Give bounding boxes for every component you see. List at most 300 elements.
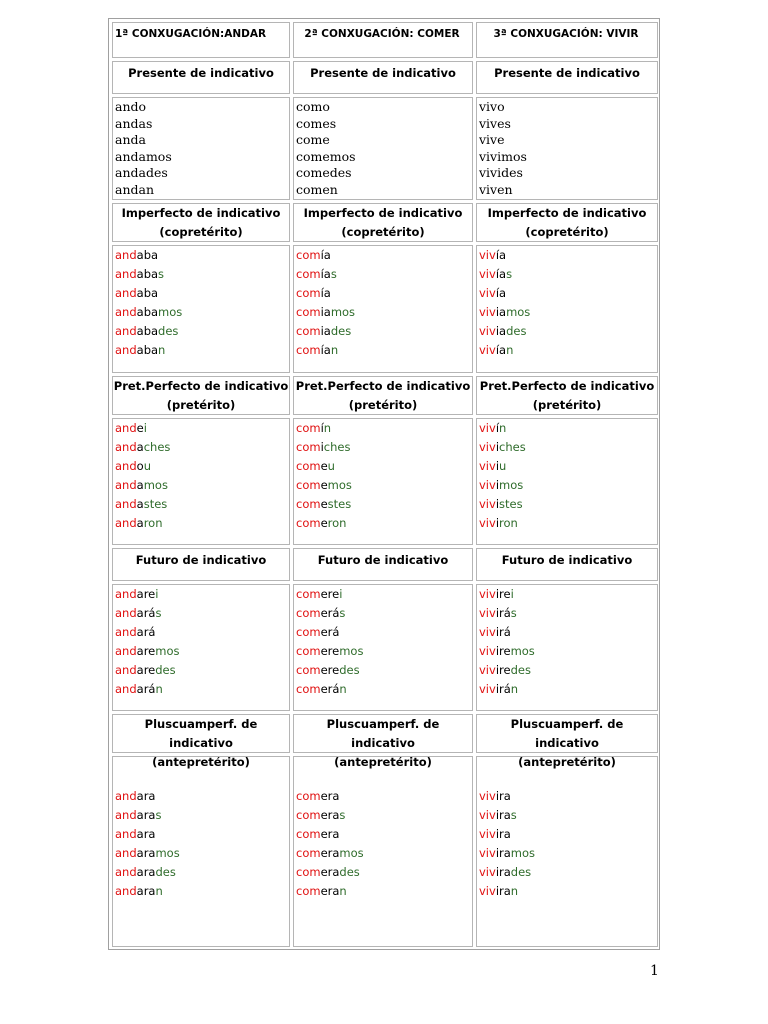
verb-middle: i [495, 477, 500, 492]
verb-stem: and [115, 789, 137, 803]
page-number: 1 [650, 963, 659, 979]
verb-ending: n [510, 883, 519, 898]
verb-stem: and [115, 624, 137, 639]
verb-ending: n [155, 681, 163, 696]
verb-form [115, 642, 289, 661]
verb-middle: aba [136, 285, 159, 300]
verb-form: comes [296, 115, 337, 131]
verb-form [479, 863, 657, 882]
tense-header-line: Futuro de indicativo [501, 553, 633, 567]
verb-stem: com [296, 681, 321, 696]
verb-ending: s [155, 605, 162, 620]
tense-header-line: (antepretérito) [152, 755, 250, 769]
verb-stem: and [115, 285, 137, 300]
verb-ending: i [510, 587, 514, 601]
verb-form [479, 303, 657, 322]
tense-header [112, 203, 290, 242]
verb-ending: mos [143, 477, 168, 492]
verb-form: vivimos [479, 148, 527, 164]
tense-header-row [109, 376, 659, 415]
tense-header-line: Futuro de indicativo [135, 553, 267, 567]
verb-form [115, 284, 289, 303]
verb-ending: mos [327, 477, 352, 492]
verb-middle: í [495, 421, 500, 435]
verb-middle: a [136, 515, 144, 530]
verb-stem: viv [479, 605, 496, 620]
verb-form [115, 661, 289, 680]
verb-form [479, 265, 657, 284]
verb-form: andamos [115, 148, 172, 164]
verb-form: vivides [479, 165, 523, 181]
forms-cell [476, 584, 658, 711]
verb-ending: mos [155, 845, 180, 860]
verb-form [115, 825, 289, 844]
verb-stem: viv [479, 323, 496, 338]
verb-middle: are [136, 662, 156, 677]
verb-form [115, 806, 289, 825]
verb-middle: era [320, 789, 340, 803]
verb-form [479, 495, 657, 514]
verb-ending: n [499, 421, 507, 435]
verb-form: vives [479, 115, 511, 131]
verb-ending: des [339, 864, 360, 879]
verb-ending: mos [506, 304, 531, 319]
verb-middle: irá [495, 624, 511, 639]
verb-form [296, 457, 472, 476]
verb-middle: are [136, 587, 156, 601]
verb-stem: com [296, 807, 321, 822]
verb-ending: ches [323, 439, 351, 454]
verb-ending: s [339, 605, 346, 620]
verb-form [479, 457, 657, 476]
verb-form [479, 623, 657, 642]
verb-middle: ira [495, 845, 511, 860]
verb-ending: ches [499, 439, 526, 454]
verb-ending: n [155, 883, 163, 898]
conjugation-title-text: 1ª CONXUGACIÓN:ANDAR [115, 28, 267, 40]
verb-form [479, 680, 657, 699]
verb-ending: des [339, 662, 360, 677]
verb-form [296, 514, 472, 533]
verb-form [479, 476, 657, 495]
verb-ending: n [339, 883, 347, 898]
verb-stem: viv [479, 624, 496, 639]
verb-ending: i [339, 587, 343, 601]
verb-stem: and [115, 421, 137, 435]
verb-form: vive [479, 132, 505, 148]
verb-form [296, 495, 472, 514]
verb-form [296, 585, 472, 604]
verb-ending: s [330, 266, 337, 281]
tense-header-line: Pret.Perfecto de indicativo [295, 379, 471, 393]
verb-middle: ia [320, 323, 331, 338]
tense-header [293, 548, 473, 581]
conjugation-title-2 [293, 22, 473, 58]
verb-stem: and [115, 458, 137, 473]
verb-ending: des [155, 864, 176, 879]
verb-middle: are [136, 643, 156, 658]
verb-form [115, 863, 289, 882]
verb-middle: ara [136, 864, 156, 879]
verb-form [296, 341, 472, 360]
tense-header [293, 61, 473, 94]
tense-header-row [109, 203, 659, 242]
verb-middle: ia [495, 304, 507, 319]
verb-form [115, 476, 289, 495]
forms-cell [476, 97, 658, 200]
verb-form [115, 341, 289, 360]
verb-form: come [296, 132, 330, 148]
verb-stem: and [115, 496, 137, 511]
verb-middle: a [136, 439, 144, 454]
verb-stem: com [296, 342, 321, 357]
tense-header [476, 376, 658, 415]
verb-stem: com [296, 477, 321, 492]
verb-form [115, 882, 289, 901]
verb-stem: com [296, 845, 321, 860]
verb-stem: viv [479, 285, 496, 300]
verb-middle: ara [136, 845, 156, 860]
verb-stem: com [296, 789, 321, 803]
verb-middle: ara [136, 826, 156, 841]
verb-form [115, 419, 289, 438]
verb-form [296, 303, 472, 322]
verb-ending: mos [155, 643, 180, 658]
verb-ending: n [330, 342, 339, 357]
verb-stem: com [296, 248, 321, 262]
verb-stem: viv [479, 515, 496, 530]
forms-cell [293, 245, 473, 373]
verb-stem: com [296, 439, 321, 454]
verb-ending: mos [158, 304, 183, 319]
tense-header-line: (pretérito) [166, 398, 236, 412]
verb-stem: com [296, 643, 321, 658]
verb-ending: stes [499, 496, 523, 511]
verb-middle: ía [320, 342, 331, 357]
verb-middle: i [495, 439, 500, 454]
verb-stem: and [115, 439, 137, 454]
forms-row [109, 245, 659, 373]
verb-ending: s [510, 807, 517, 822]
verb-stem: com [296, 883, 321, 898]
verb-ending: des [158, 323, 179, 338]
verb-middle: e [320, 515, 328, 530]
verb-stem: viv [479, 496, 496, 511]
verb-middle: ara [136, 807, 156, 822]
verb-middle: í [320, 421, 324, 435]
verb-form [115, 322, 289, 341]
verb-ending: des [506, 323, 527, 338]
verb-ending: s [339, 807, 346, 822]
verb-middle: era [320, 883, 340, 898]
verb-stem: viv [479, 342, 496, 357]
verb-stem: and [115, 304, 137, 319]
verb-form [296, 419, 472, 438]
verb-ending: s [506, 266, 513, 281]
tense-header-line: (pretérito) [348, 398, 418, 412]
forms-cell [112, 418, 290, 545]
tense-header-line: Presente de indicativo [128, 66, 274, 80]
verb-middle: erá [320, 605, 340, 620]
verb-stem: com [296, 285, 321, 300]
verb-ending: des [330, 323, 352, 338]
verb-middle: e [320, 458, 328, 473]
verb-ending: n [323, 421, 332, 435]
verb-form [115, 246, 289, 265]
verb-stem: and [115, 587, 137, 601]
conjugation-title-text: 3ª CONXUGACIÓN: VIVIR [493, 28, 639, 40]
forms-row [109, 756, 659, 947]
verb-form [296, 476, 472, 495]
conjugation-title-3 [476, 22, 658, 58]
verb-stem: com [296, 458, 321, 473]
tense-header [293, 203, 473, 242]
verb-form [479, 825, 657, 844]
forms-cell [112, 97, 290, 200]
verb-stem: viv [479, 458, 496, 473]
verb-form [479, 341, 657, 360]
verb-middle: ira [495, 807, 511, 822]
tense-header-line: Pluscuamperf. de indicativo [326, 717, 440, 750]
verb-middle: ira [495, 826, 511, 841]
verb-form [479, 322, 657, 341]
verb-form [479, 661, 657, 680]
verb-form [115, 844, 289, 863]
forms-cell [476, 756, 658, 947]
tense-header [112, 61, 290, 94]
verb-form [479, 284, 657, 303]
verb-stem: and [115, 477, 137, 492]
tense-header-line: Presente de indicativo [310, 66, 456, 80]
verb-middle: ire [495, 587, 511, 601]
forms-cell [476, 418, 658, 545]
verb-stem: viv [479, 845, 496, 860]
verb-ending: des [510, 662, 531, 677]
verb-stem: and [115, 681, 137, 696]
verb-middle: ira [495, 789, 511, 803]
tense-header [293, 376, 473, 415]
verb-ending: u [499, 458, 507, 473]
verb-stem: com [296, 304, 321, 319]
verb-middle: aba [136, 248, 159, 262]
verb-ending: n [158, 342, 166, 357]
verb-ending: ches [143, 439, 171, 454]
verb-stem: and [115, 826, 137, 841]
verb-stem: viv [479, 826, 496, 841]
verb-stem: com [296, 864, 321, 879]
tense-header-row [109, 61, 659, 94]
verb-middle: ere [320, 643, 340, 658]
verb-middle: ara [136, 883, 156, 898]
verb-middle: ira [495, 864, 511, 879]
verb-middle: ire [495, 643, 511, 658]
tense-header-line: Pluscuamperf. de indicativo [510, 717, 624, 750]
verb-form: como [296, 99, 330, 114]
verb-middle: ía [495, 266, 507, 281]
tense-header-line: Presente de indicativo [494, 66, 640, 80]
verb-middle: era [320, 807, 340, 822]
verb-form [479, 787, 657, 806]
conjugation-title-text: 2ª CONXUGACIÓN: COMER [304, 28, 460, 40]
verb-form [115, 787, 289, 806]
verb-middle: aba [136, 304, 159, 319]
verb-ending: mos [339, 845, 364, 860]
verb-stem: and [115, 266, 137, 281]
verb-middle: ará [136, 605, 156, 620]
forms-cell [476, 245, 658, 373]
tense-header-line: (copretérito) [341, 225, 425, 239]
verb-ending: u [327, 458, 335, 473]
verb-stem: viv [479, 421, 496, 435]
verb-form: andan [115, 181, 155, 197]
verb-ending: stes [327, 496, 352, 511]
verb-stem: and [115, 845, 137, 860]
verb-ending: n [510, 681, 519, 696]
verb-ending: ron [499, 515, 518, 530]
verb-stem: com [296, 496, 321, 511]
verb-stem: com [296, 587, 321, 601]
verb-stem: viv [479, 304, 496, 319]
verb-ending: s [510, 605, 517, 620]
verb-ending: s [155, 807, 162, 822]
forms-cell [112, 584, 290, 711]
verb-form: comemos [296, 148, 356, 164]
tense-header-line: (copretérito) [159, 225, 243, 239]
verb-form [296, 642, 472, 661]
verb-stem: com [296, 323, 321, 338]
verb-middle: ía [495, 285, 507, 300]
verb-form: viven [479, 181, 513, 197]
verb-middle: aba [136, 266, 159, 281]
verb-ending: des [155, 662, 176, 677]
forms-cell [293, 584, 473, 711]
tense-header [476, 714, 658, 769]
verb-middle: ia [495, 323, 507, 338]
forms-cell [293, 97, 473, 200]
tense-header-line: Pret.Perfecto de indicativo [113, 379, 289, 393]
verb-stem: viv [479, 789, 496, 803]
verb-middle: ía [320, 248, 331, 262]
verb-middle: ía [495, 342, 507, 357]
verb-stem: viv [479, 643, 496, 658]
conjugation-title-1 [112, 22, 290, 58]
verb-form [296, 787, 472, 806]
verb-middle: era [320, 864, 340, 879]
tense-header-row [109, 548, 659, 581]
verb-ending: mos [339, 643, 364, 658]
verb-stem: and [115, 864, 137, 879]
verb-stem: viv [479, 662, 496, 677]
verb-form: andades [115, 165, 168, 181]
verb-middle: a [136, 496, 144, 511]
verb-form: vivo [479, 99, 505, 114]
tense-header-line: Pret.Perfecto de indicativo [479, 379, 655, 393]
verb-ending: i [143, 421, 147, 435]
verb-middle: ira [495, 883, 511, 898]
tense-header [476, 61, 658, 94]
verb-ending: ron [327, 515, 347, 530]
forms-cell [293, 418, 473, 545]
verb-form [115, 495, 289, 514]
verb-stem: viv [479, 248, 496, 262]
tense-header-line: (antepretérito) [518, 755, 616, 769]
verb-stem: viv [479, 439, 496, 454]
verb-stem: viv [479, 807, 496, 822]
verb-stem: viv [479, 681, 496, 696]
verb-middle: irá [495, 681, 511, 696]
verb-stem: viv [479, 864, 496, 879]
verb-form [296, 246, 472, 265]
verb-form [296, 284, 472, 303]
verb-stem: viv [479, 883, 496, 898]
verb-form [296, 844, 472, 863]
verb-form: comedes [296, 165, 352, 181]
tense-header-line: (pretérito) [532, 398, 602, 412]
verb-ending: i [155, 587, 159, 601]
verb-form [296, 265, 472, 284]
verb-form [296, 604, 472, 623]
verb-form [296, 863, 472, 882]
tense-header-line: Imperfecto de indicativo [121, 206, 281, 220]
verb-middle: e [320, 477, 328, 492]
verb-stem: com [296, 826, 321, 841]
verb-stem: com [296, 515, 321, 530]
verb-middle: ía [320, 266, 331, 281]
verb-stem: com [296, 624, 321, 639]
verb-form [115, 623, 289, 642]
forms-row [109, 97, 659, 200]
verb-middle: i [320, 439, 324, 454]
verb-stem: and [115, 323, 137, 338]
verb-form [479, 419, 657, 438]
verb-middle: erá [320, 681, 340, 696]
tense-header [476, 203, 658, 242]
verb-form [296, 623, 472, 642]
verb-form [115, 514, 289, 533]
tense-header [293, 714, 473, 769]
verb-stem: and [115, 662, 137, 677]
verb-form [479, 585, 657, 604]
verb-stem: and [115, 807, 137, 822]
verb-form [479, 844, 657, 863]
verb-middle: ará [136, 624, 156, 639]
title-row [109, 22, 659, 58]
verb-stem: viv [479, 477, 496, 492]
verb-form [115, 585, 289, 604]
forms-cell [112, 756, 290, 947]
verb-form [479, 246, 657, 265]
verb-ending: n [506, 342, 514, 357]
verb-form [115, 265, 289, 284]
verb-form [479, 806, 657, 825]
verb-middle: ara [136, 789, 156, 803]
verb-form [296, 825, 472, 844]
verb-ending: mos [510, 643, 535, 658]
verb-middle: ará [136, 681, 156, 696]
tense-header [476, 548, 658, 581]
verb-form: ando [115, 99, 147, 114]
verb-form [115, 457, 289, 476]
verb-middle: aba [136, 323, 159, 338]
verb-middle: ere [320, 587, 340, 601]
verb-ending: u [143, 458, 151, 473]
verb-form [296, 680, 472, 699]
verb-middle: erá [320, 624, 340, 639]
verb-stem: and [115, 515, 137, 530]
verb-form [479, 642, 657, 661]
verb-form [479, 514, 657, 533]
verb-middle: i [495, 458, 500, 473]
